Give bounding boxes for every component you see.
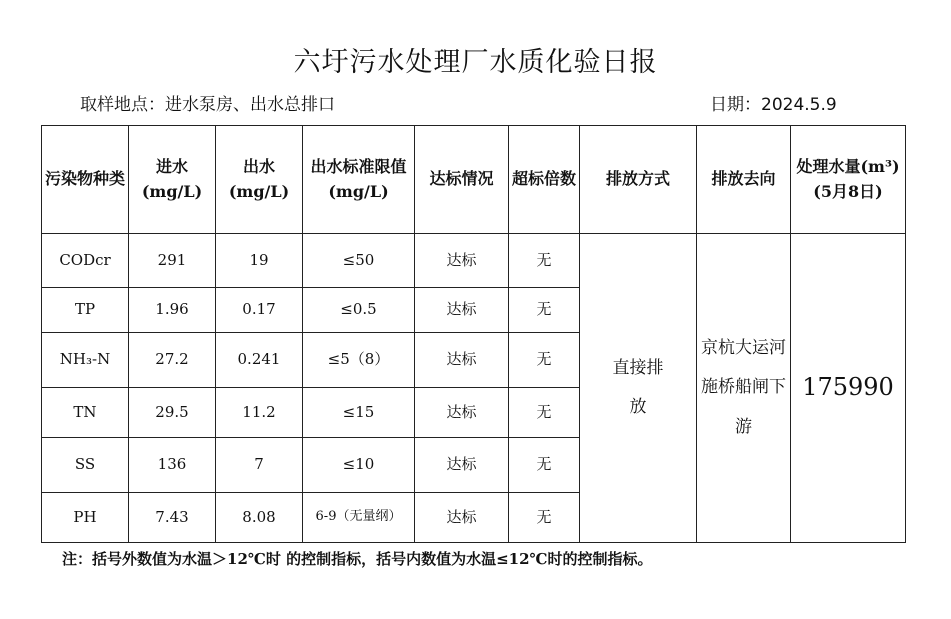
cell-pollutant: PH	[42, 493, 129, 543]
cell-standard: 6-9（无量纲）	[303, 493, 415, 543]
table-row	[42, 234, 906, 288]
cell-inflow: 291	[129, 234, 216, 288]
cell-standard: ≤0.5	[303, 288, 415, 333]
header-volume: 处理水量(m³)(5月8日)	[791, 126, 906, 234]
header-discharge-method: 排放方式	[580, 126, 697, 234]
cell-pollutant: TN	[42, 388, 129, 438]
report-date: 日期：2024.5.9	[710, 95, 837, 115]
cell-status: 达标	[415, 493, 509, 543]
cell-inflow: 7.43	[129, 493, 216, 543]
cell-status: 达标	[415, 333, 509, 388]
cell-pollutant: NH₃-N	[42, 333, 129, 388]
cell-exceed: 无	[509, 288, 580, 333]
cell-pollutant: TP	[42, 288, 129, 333]
cell-outflow: 0.241	[216, 333, 303, 388]
cell-outflow: 8.08	[216, 493, 303, 543]
cell-exceed: 无	[509, 333, 580, 388]
water-quality-table	[41, 125, 906, 543]
cell-standard: ≤50	[303, 234, 415, 288]
header-row	[42, 126, 906, 234]
cell-status: 达标	[415, 388, 509, 438]
cell-exceed: 无	[509, 493, 580, 543]
cell-inflow: 136	[129, 438, 216, 493]
cell-status: 达标	[415, 234, 509, 288]
cell-standard: ≤5（8）	[303, 333, 415, 388]
cell-exceed: 无	[509, 234, 580, 288]
cell-inflow: 1.96	[129, 288, 216, 333]
sampling-location: 取样地点：进水泵房、出水总排口	[80, 95, 335, 115]
header-standard: 出水标准限值(mg/L)	[303, 126, 415, 234]
header-pollutant: 污染物种类	[42, 126, 129, 234]
cell-outflow: 0.17	[216, 288, 303, 333]
cell-exceed: 无	[509, 388, 580, 438]
discharge-destination: 京杭大运河施桥船闸下游	[697, 234, 791, 543]
cell-exceed: 无	[509, 438, 580, 493]
cell-inflow: 29.5	[129, 388, 216, 438]
header-exceed: 超标倍数	[509, 126, 580, 234]
header-discharge-dest: 排放去向	[697, 126, 791, 234]
footnote: 注：括号外数值为水温＞12℃时 的控制指标，括号内数值为水温≤12℃时的控制指标。	[62, 550, 653, 568]
cell-standard: ≤15	[303, 388, 415, 438]
report-title: 六圩污水处理厂水质化验日报	[293, 47, 658, 78]
cell-outflow: 7	[216, 438, 303, 493]
cell-pollutant: CODcr	[42, 234, 129, 288]
discharge-method: 直接排放	[580, 234, 697, 543]
cell-standard: ≤10	[303, 438, 415, 493]
cell-pollutant: SS	[42, 438, 129, 493]
header-inflow: 进水(mg/L)	[129, 126, 216, 234]
header-status: 达标情况	[415, 126, 509, 234]
cell-outflow: 11.2	[216, 388, 303, 438]
cell-inflow: 27.2	[129, 333, 216, 388]
cell-status: 达标	[415, 438, 509, 493]
treated-volume: 175990	[791, 234, 906, 543]
header-outflow: 出水(mg/L)	[216, 126, 303, 234]
cell-outflow: 19	[216, 234, 303, 288]
cell-status: 达标	[415, 288, 509, 333]
